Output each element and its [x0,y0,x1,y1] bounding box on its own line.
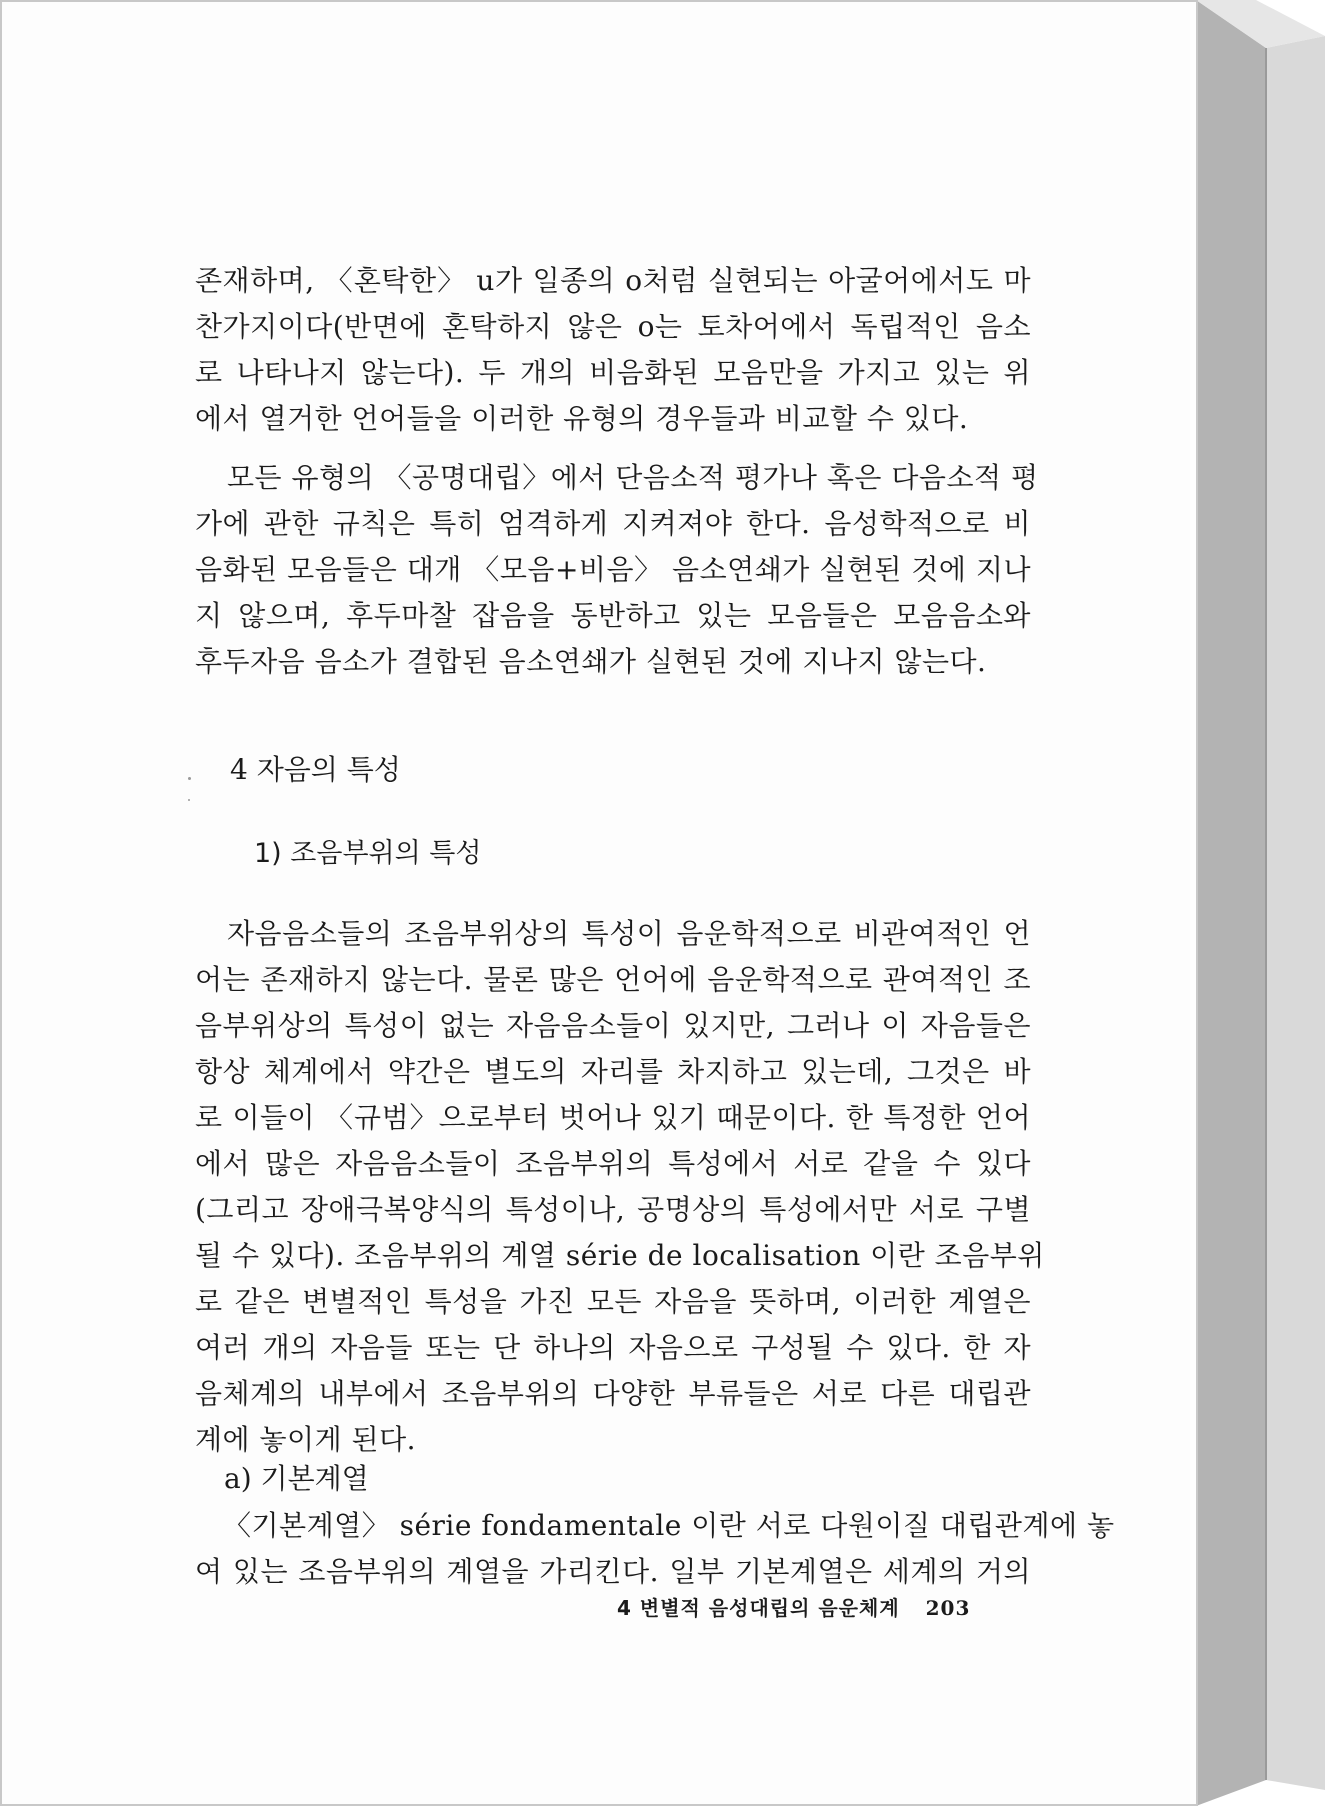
text-line: 로 나타나지 않는다). 두 개의 비음화된 모음만을 가지고 있는 위 [195,356,1031,389]
text-line: 여 있는 조음부위의 계열을 가리킨다. 일부 기본계열은 세계의 거의 [195,1555,1031,1588]
paragraph-4 [195,1503,1115,1595]
text-line: 자음음소들의 조음부위상의 특성이 음운학적으로 비관여적인 언 [227,917,1031,950]
scan-speck [188,799,190,801]
text-line: 지 않으며, 후두마찰 잡음을 동반하고 있는 모음들은 모음음소와 [195,599,1031,632]
text-line: 〈기본계열〉 série fondamentale 이란 서로 다원이질 대립관계에 놓 [223,1509,1115,1542]
text-line: 음화된 모음들은 대개 〈모음+비음〉 음소연쇄가 실현된 것에 지나 [195,553,1031,586]
text-line: 모든 유형의 〈공명대립〉에서 단음소적 평가나 혹은 다음소적 평 [227,461,1039,494]
text-line: 어는 존재하지 않는다. 물론 많은 언어에 음운학적으로 관여적인 조 [195,963,1031,996]
text-line: 음체계의 내부에서 조음부위의 다양한 부류들은 서로 다른 대립관 [195,1377,1031,1410]
section-heading: 4 자음의 특성 [230,753,401,786]
running-title: 4 변별적 음성대립의 음운체계 [617,1596,900,1620]
book-edge [1196,0,1325,1806]
paragraph-1 [195,258,1031,442]
text-line: 여러 개의 자음들 또는 단 하나의 자음으로 구성될 수 있다. 한 자 [195,1331,1031,1364]
text-line: 존재하며, 〈혼탁한〉 u가 일종의 o처럼 실현되는 아굴어에서도 마 [195,264,1031,297]
text-line: 에서 열거한 언어들을 이러한 유형의 경우들과 비교할 수 있다. [195,402,969,435]
scan-speck [188,777,191,780]
text-line: 로 같은 변별적인 특성을 가진 모든 자음을 뜻하며, 이러한 계열은 [195,1285,1031,1318]
text-line: 찬가지이다(반면에 혼탁하지 않은 o는 토차어에서 독립적인 음소 [195,310,1031,343]
paragraph-2 [195,455,1039,685]
text-line: 항상 체계에서 약간은 별도의 자리를 차지하고 있는데, 그것은 바 [195,1055,1031,1088]
page-footer [617,1592,1007,1621]
text-line: 후두자음 음소가 결합된 음소연쇄가 실현된 것에 지나지 않는다. [195,645,987,678]
text-line: 음부위상의 특성이 없는 자음음소들이 있지만, 그러나 이 자음들은 [195,1009,1031,1042]
paragraph-3 [195,911,1045,1463]
text-line: 에서 많은 자음음소들이 조음부위의 특성에서 서로 같을 수 있다 [195,1147,1031,1180]
text-line: (그리고 장애극복양식의 특성이나, 공명상의 특성에서만 서로 구별 [195,1193,1031,1226]
text-line: 될 수 있다). 조음부위의 계열 série de localisation 이란 조음부위 [195,1239,1045,1272]
subsection-heading: 1) 조음부위의 특성 [254,838,482,869]
text-line: 로 이들이 〈규범〉으로부터 벗어나 있기 때문이다. 한 특정한 언어 [195,1101,1031,1134]
text-line: 가에 관한 규칙은 특히 엄격하게 지켜져야 한다. 음성학적으로 비 [195,507,1031,540]
subsubsection-heading: a) 기본계열 [224,1462,369,1495]
page-number: 203 [925,1596,971,1620]
text-line: 계에 놓이게 된다. [195,1423,417,1456]
